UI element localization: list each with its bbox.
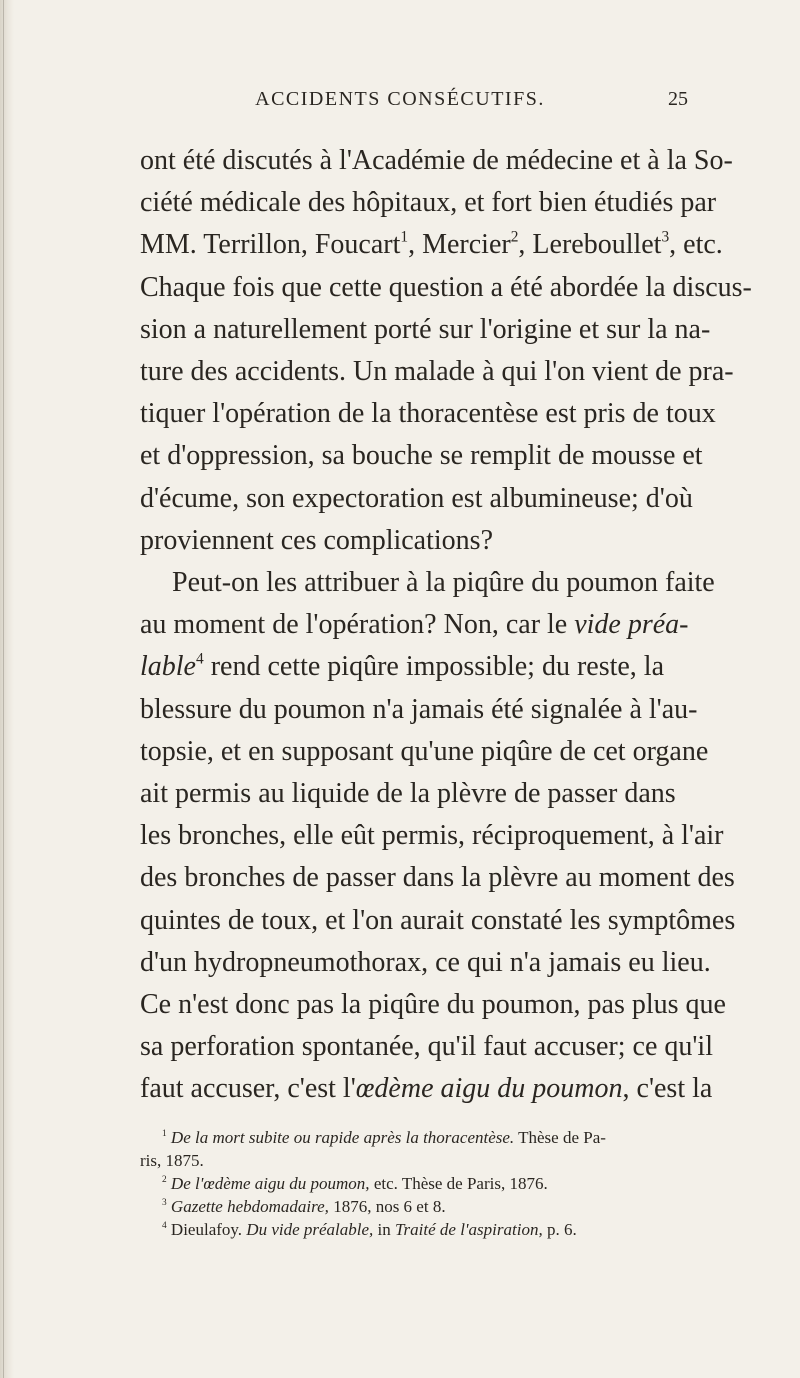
text-line: ait permis au liquide de la plèvre de passer dans xyxy=(140,778,676,810)
footnotes xyxy=(140,1126,660,1241)
text-line: blessure du poumon n'a jamais été signalée à l'au- xyxy=(140,693,698,725)
text-line: les bronches, elle eût permis, réciproquement, à l'air xyxy=(140,820,724,852)
text-line: d'écume, son expectoration est albumineuse; d'où xyxy=(140,482,693,514)
footnote-ref: 2 xyxy=(510,228,519,246)
running-head: ACCIDENTS CONSÉCUTIFS. xyxy=(255,88,545,110)
footnote: $^1$ De la mort subite ou rapide après la thoracentèse. Thèse de Pa- xyxy=(162,1128,606,1147)
text-line: et d'oppression, sa bouche se remplit de mousse et xyxy=(140,440,703,472)
italic-term: œdème aigu du poumon xyxy=(355,1073,623,1105)
page-header xyxy=(0,88,800,122)
text-line: lable$^4$ rend cette piqûre impossible; du reste, la xyxy=(140,650,665,683)
text-line: MM. Terrillon, Foucart$^1$, Mercier$^2$, Lereboullet$^3$, etc. xyxy=(140,228,723,261)
text-line: tiquer l'opération de la thoracentèse est pris de toux xyxy=(140,398,716,430)
footnote-mark: 2 xyxy=(162,1175,167,1185)
text-line: des bronches de passer dans la plèvre au moment des xyxy=(140,862,735,894)
footnote-continuation: ris, 1875. xyxy=(140,1151,204,1170)
footnote-ref: 1 xyxy=(400,228,409,246)
text-line: ture des accidents. Un malade à qui l'on vient de pra- xyxy=(140,356,734,388)
page-binding-edge xyxy=(0,0,14,1378)
text-line: ont été discutés à l'Académie de médecine et à la So- xyxy=(140,145,733,176)
body-text xyxy=(140,140,752,1111)
footnote-mark: 4 xyxy=(162,1221,167,1231)
text-line: au moment de l'opération? Non, car le vide préa- xyxy=(140,609,689,641)
text-line: d'un hydropneumothorax, ce qui n'a jamais eu lieu. xyxy=(140,946,711,978)
page-number: 25 xyxy=(668,88,688,110)
text-line: sa perforation spontanée, qu'il faut accuser; ce qu'il xyxy=(140,1031,713,1063)
italic-term: vide préa- xyxy=(574,609,689,641)
text-line: Ce n'est donc pas la piqûre du poumon, pas plus que xyxy=(140,989,726,1021)
text-line: sion a naturellement porté sur l'origine et sur la na- xyxy=(140,313,711,345)
text-line: proviennent ces complications? xyxy=(140,524,493,556)
footnote: $^4$ Dieulafoy. Du vide préalable, in Traité de l'aspiration, p. 6. xyxy=(162,1220,577,1239)
footnote-ref: 3 xyxy=(661,228,670,246)
text-line: faut accuser, c'est l'œdème aigu du poumon, c'est la xyxy=(140,1073,713,1105)
text-line: topsie, et en supposant qu'une piqûre de cet organe xyxy=(140,735,709,767)
text-line: Chaque fois que cette question a été abordée la discus- xyxy=(140,271,752,303)
footnote: $^3$ Gazette hebdomadaire, 1876, nos 6 et 8. xyxy=(162,1197,446,1216)
text-line: Peut-on les attribuer à la piqûre du poumon faite xyxy=(172,567,715,599)
italic-term: lable xyxy=(140,651,196,683)
footnote-mark: 3 xyxy=(162,1198,167,1208)
footnote-ref: 4 xyxy=(196,650,204,668)
footnote: $^2$ De l'œdème aigu du poumon, etc. Thèse de Paris, 1876. xyxy=(162,1174,548,1193)
footnote-mark: 1 xyxy=(162,1129,167,1139)
text-line: quintes de toux, et l'on aurait constaté les symptômes xyxy=(140,904,736,936)
text-line: ciété médicale des hôpitaux, et fort bien étudiés par xyxy=(140,187,717,219)
